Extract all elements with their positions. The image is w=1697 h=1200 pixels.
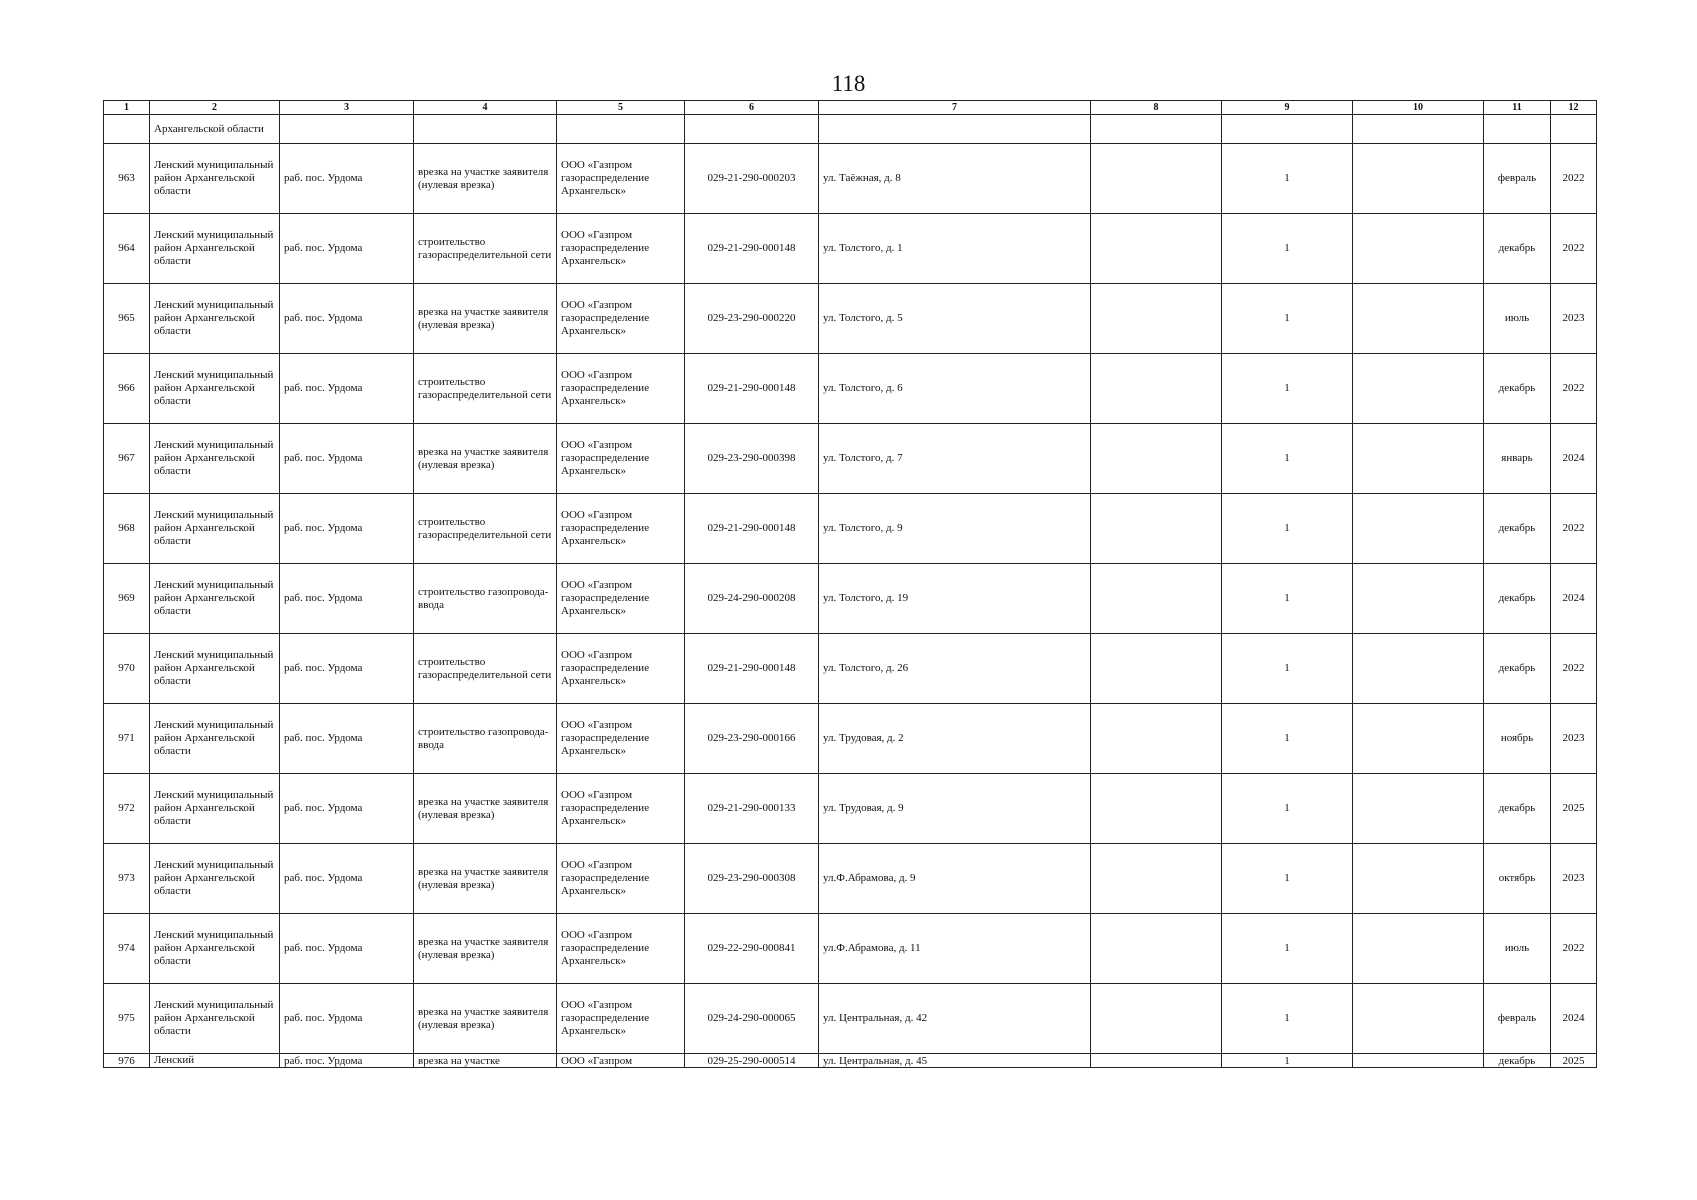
cell-qty: 1	[1222, 914, 1353, 984]
cell-col10	[1353, 844, 1484, 914]
cell-num: 969	[104, 564, 150, 634]
cell-col8	[1091, 844, 1222, 914]
table-row	[104, 144, 1597, 214]
cell-address: ул. Толстого, д. 26	[819, 634, 1091, 704]
cell-year: 2022	[1551, 354, 1597, 424]
cell-area: Ленский муниципальный район Архангельской области	[150, 774, 280, 844]
cell-settlement: раб. пос. Урдома	[280, 1054, 414, 1068]
cell-work: врезка на участке заявителя (нулевая врезка)	[414, 914, 557, 984]
cell-settlement: раб. пос. Урдома	[280, 844, 414, 914]
cell-area: Ленский муниципальный район Архангельской области	[150, 634, 280, 704]
cell-col8	[1091, 214, 1222, 284]
cell-work	[414, 115, 557, 144]
column-header: 3	[280, 101, 414, 115]
cell-month: декабрь	[1484, 354, 1551, 424]
cell-address: ул. Центральная, д. 42	[819, 984, 1091, 1054]
cell-col8	[1091, 914, 1222, 984]
cell-code: 029-21-290-000133	[685, 774, 819, 844]
cell-col10	[1353, 424, 1484, 494]
cell-year: 2022	[1551, 494, 1597, 564]
cell-qty: 1	[1222, 354, 1353, 424]
cell-org: ООО «Газпром газораспределение Архангельск»	[557, 424, 685, 494]
cell-area: Ленский муниципальный район Архангельской области	[150, 354, 280, 424]
cell-org	[557, 115, 685, 144]
cell-settlement: раб. пос. Урдома	[280, 144, 414, 214]
cell-col8	[1091, 634, 1222, 704]
page-number: 118	[831, 71, 866, 96]
cell-qty: 1	[1222, 424, 1353, 494]
cell-settlement: раб. пос. Урдома	[280, 424, 414, 494]
registry-table	[103, 100, 1597, 1068]
cell-area: Ленский муниципальный район Архангельской области	[150, 984, 280, 1054]
table-row	[104, 564, 1597, 634]
cell-org: ООО «Газпром газораспределение Архангельск»	[557, 564, 685, 634]
column-header: 1	[104, 101, 150, 115]
cell-month: ноябрь	[1484, 704, 1551, 774]
cell-code: 029-21-290-000148	[685, 354, 819, 424]
cell-col10	[1353, 284, 1484, 354]
cell-month: декабрь	[1484, 1054, 1551, 1068]
cell-address: ул. Трудовая, д. 9	[819, 774, 1091, 844]
cell-month: февраль	[1484, 144, 1551, 214]
column-header: 6	[685, 101, 819, 115]
cell-settlement: раб. пос. Урдома	[280, 704, 414, 774]
table-row	[104, 284, 1597, 354]
cell-col8	[1091, 354, 1222, 424]
table-row	[104, 704, 1597, 774]
cell-code: 029-24-290-000208	[685, 564, 819, 634]
column-header: 8	[1091, 101, 1222, 115]
cell-area: Ленский муниципальный район Архангельской области	[150, 844, 280, 914]
cell-address: ул.Ф.Абрамова, д. 9	[819, 844, 1091, 914]
cell-month: декабрь	[1484, 634, 1551, 704]
cell-qty: 1	[1222, 984, 1353, 1054]
cell-num: 964	[104, 214, 150, 284]
cell-year: 2022	[1551, 214, 1597, 284]
cell-col8	[1091, 115, 1222, 144]
cell-num: 975	[104, 984, 150, 1054]
cell-work: врезка на участке	[414, 1054, 557, 1068]
cell-month: январь	[1484, 424, 1551, 494]
cell-code: 029-24-290-000065	[685, 984, 819, 1054]
cell-qty: 1	[1222, 844, 1353, 914]
cell-month: октябрь	[1484, 844, 1551, 914]
cell-col10	[1353, 704, 1484, 774]
cell-year: 2024	[1551, 564, 1597, 634]
cell-org: ООО «Газпром	[557, 1054, 685, 1068]
cell-num: 965	[104, 284, 150, 354]
column-header: 5	[557, 101, 685, 115]
cell-settlement	[280, 115, 414, 144]
table-row	[104, 354, 1597, 424]
cell-org: ООО «Газпром газораспределение Архангельск»	[557, 704, 685, 774]
cell-org: ООО «Газпром газораспределение Архангельск»	[557, 634, 685, 704]
cell-address: ул. Толстого, д. 5	[819, 284, 1091, 354]
cell-col10	[1353, 144, 1484, 214]
table-row	[104, 494, 1597, 564]
cell-qty: 1	[1222, 144, 1353, 214]
cell-area: Ленский муниципальный район Архангельской области	[150, 284, 280, 354]
cell-org: ООО «Газпром газораспределение Архангельск»	[557, 844, 685, 914]
column-header: 4	[414, 101, 557, 115]
cell-org: ООО «Газпром газораспределение Архангельск»	[557, 494, 685, 564]
cell-num: 976	[104, 1054, 150, 1068]
cell-col8	[1091, 424, 1222, 494]
cell-month: декабрь	[1484, 214, 1551, 284]
table-row	[104, 634, 1597, 704]
cell-address: ул.Ф.Абрамова, д. 11	[819, 914, 1091, 984]
cell-work: врезка на участке заявителя (нулевая врезка)	[414, 144, 557, 214]
cell-qty: 1	[1222, 214, 1353, 284]
cell-month: декабрь	[1484, 494, 1551, 564]
cell-work: строительство газораспределительной сети	[414, 494, 557, 564]
cell-year: 2025	[1551, 774, 1597, 844]
cell-address: ул. Толстого, д. 9	[819, 494, 1091, 564]
cell-qty: 1	[1222, 704, 1353, 774]
cell-settlement: раб. пос. Урдома	[280, 214, 414, 284]
cell-col10	[1353, 115, 1484, 144]
cell-col8	[1091, 1054, 1222, 1068]
cell-org: ООО «Газпром газораспределение Архангельск»	[557, 984, 685, 1054]
cell-col10	[1353, 214, 1484, 284]
cell-num: 966	[104, 354, 150, 424]
cell-year: 2022	[1551, 144, 1597, 214]
cell-col8	[1091, 564, 1222, 634]
cell-col10	[1353, 774, 1484, 844]
cell-year: 2023	[1551, 704, 1597, 774]
cell-settlement: раб. пос. Урдома	[280, 634, 414, 704]
cell-col8	[1091, 494, 1222, 564]
cell-code	[685, 115, 819, 144]
cell-year: 2022	[1551, 634, 1597, 704]
cell-settlement: раб. пос. Урдома	[280, 774, 414, 844]
cell-work: врезка на участке заявителя (нулевая врезка)	[414, 774, 557, 844]
cell-num: 973	[104, 844, 150, 914]
column-header: 2	[150, 101, 280, 115]
cell-col8	[1091, 284, 1222, 354]
cell-code: 029-23-290-000220	[685, 284, 819, 354]
cell-settlement: раб. пос. Урдома	[280, 494, 414, 564]
cell-col10	[1353, 984, 1484, 1054]
cell-settlement: раб. пос. Урдома	[280, 284, 414, 354]
table-row	[104, 214, 1597, 284]
cell-work: врезка на участке заявителя (нулевая врезка)	[414, 844, 557, 914]
cell-qty: 1	[1222, 284, 1353, 354]
cell-year	[1551, 115, 1597, 144]
column-header: 9	[1222, 101, 1353, 115]
cell-month: декабрь	[1484, 564, 1551, 634]
column-header: 10	[1353, 101, 1484, 115]
header-row	[104, 101, 1597, 115]
cell-work: строительство газораспределительной сети	[414, 634, 557, 704]
cell-code: 029-21-290-000148	[685, 634, 819, 704]
cell-num: 970	[104, 634, 150, 704]
cell-year: 2023	[1551, 284, 1597, 354]
cell-org: ООО «Газпром газораспределение Архангельск»	[557, 214, 685, 284]
cell-org: ООО «Газпром газораспределение Архангельск»	[557, 774, 685, 844]
cell-address: ул. Трудовая, д. 2	[819, 704, 1091, 774]
cell-address: ул. Толстого, д. 6	[819, 354, 1091, 424]
cell-year: 2023	[1551, 844, 1597, 914]
cell-col10	[1353, 354, 1484, 424]
cell-address: ул. Таёжная, д. 8	[819, 144, 1091, 214]
cell-col10	[1353, 634, 1484, 704]
cell-org: ООО «Газпром газораспределение Архангельск»	[557, 284, 685, 354]
cell-qty	[1222, 115, 1353, 144]
cell-area: Архангельской области	[150, 115, 280, 144]
cell-num: 968	[104, 494, 150, 564]
cell-code: 029-23-290-000308	[685, 844, 819, 914]
cell-num	[104, 115, 150, 144]
cell-area: Ленский муниципальный район Архангельской области	[150, 564, 280, 634]
cell-area: Ленский муниципальный район Архангельской области	[150, 424, 280, 494]
cell-qty: 1	[1222, 634, 1353, 704]
cell-qty: 1	[1222, 1054, 1353, 1068]
cell-year: 2025	[1551, 1054, 1597, 1068]
cell-qty: 1	[1222, 774, 1353, 844]
cell-code: 029-21-290-000203	[685, 144, 819, 214]
cell-year: 2024	[1551, 984, 1597, 1054]
cell-month	[1484, 115, 1551, 144]
cell-num: 967	[104, 424, 150, 494]
cell-code: 029-21-290-000148	[685, 494, 819, 564]
table-row	[104, 774, 1597, 844]
cell-settlement: раб. пос. Урдома	[280, 914, 414, 984]
cell-num: 963	[104, 144, 150, 214]
cell-qty: 1	[1222, 564, 1353, 634]
table-row	[104, 984, 1597, 1054]
cell-work: врезка на участке заявителя (нулевая врезка)	[414, 284, 557, 354]
cell-org: ООО «Газпром газораспределение Архангельск»	[557, 914, 685, 984]
cell-area: Ленский муниципальный район Архангельской области	[150, 704, 280, 774]
cell-col10	[1353, 914, 1484, 984]
cell-col10	[1353, 494, 1484, 564]
cell-month: июль	[1484, 284, 1551, 354]
cell-settlement: раб. пос. Урдома	[280, 984, 414, 1054]
cell-col10	[1353, 1054, 1484, 1068]
cell-area: Ленский муниципальный район Архангельской области	[150, 144, 280, 214]
cell-address: ул. Толстого, д. 19	[819, 564, 1091, 634]
cell-code: 029-25-290-000514	[685, 1054, 819, 1068]
cell-org: ООО «Газпром газораспределение Архангельск»	[557, 354, 685, 424]
cell-month: февраль	[1484, 984, 1551, 1054]
cell-code: 029-21-290-000148	[685, 214, 819, 284]
cell-col8	[1091, 144, 1222, 214]
cell-code: 029-23-290-000166	[685, 704, 819, 774]
cell-year: 2022	[1551, 914, 1597, 984]
cell-col8	[1091, 774, 1222, 844]
cell-col8	[1091, 704, 1222, 774]
cell-work: строительство газораспределительной сети	[414, 354, 557, 424]
cell-work: врезка на участке заявителя (нулевая врезка)	[414, 424, 557, 494]
cell-address: ул. Толстого, д. 1	[819, 214, 1091, 284]
cell-work: врезка на участке заявителя (нулевая врезка)	[414, 984, 557, 1054]
cell-org: ООО «Газпром газораспределение Архангельск»	[557, 144, 685, 214]
column-header: 7	[819, 101, 1091, 115]
cell-settlement: раб. пос. Урдома	[280, 564, 414, 634]
column-header: 11	[1484, 101, 1551, 115]
cell-work: строительство газопровода-ввода	[414, 704, 557, 774]
cell-col8	[1091, 984, 1222, 1054]
cell-work: строительство газопровода-ввода	[414, 564, 557, 634]
cell-area: Ленский муниципальный район Архангельской области	[150, 494, 280, 564]
cell-num: 972	[104, 774, 150, 844]
cell-settlement: раб. пос. Урдома	[280, 354, 414, 424]
cell-num: 974	[104, 914, 150, 984]
cell-year: 2024	[1551, 424, 1597, 494]
cell-area: Ленский муниципальный район Архангельской области	[150, 914, 280, 984]
cell-address	[819, 115, 1091, 144]
cell-col10	[1353, 564, 1484, 634]
cell-code: 029-22-290-000841	[685, 914, 819, 984]
cell-area: Ленский	[150, 1054, 280, 1068]
cell-qty: 1	[1222, 494, 1353, 564]
cell-num: 971	[104, 704, 150, 774]
cell-area: Ленский муниципальный район Архангельской области	[150, 214, 280, 284]
cell-code: 029-23-290-000398	[685, 424, 819, 494]
cell-address: ул. Центральная, д. 45	[819, 1054, 1091, 1068]
table-row	[104, 914, 1597, 984]
cell-month: июль	[1484, 914, 1551, 984]
cell-work: строительство газораспределительной сети	[414, 214, 557, 284]
table-row	[104, 424, 1597, 494]
table-row	[104, 1054, 1597, 1068]
continuation-row	[104, 115, 1597, 144]
cell-address: ул. Толстого, д. 7	[819, 424, 1091, 494]
table-row	[104, 844, 1597, 914]
cell-month: декабрь	[1484, 774, 1551, 844]
column-header: 12	[1551, 101, 1597, 115]
